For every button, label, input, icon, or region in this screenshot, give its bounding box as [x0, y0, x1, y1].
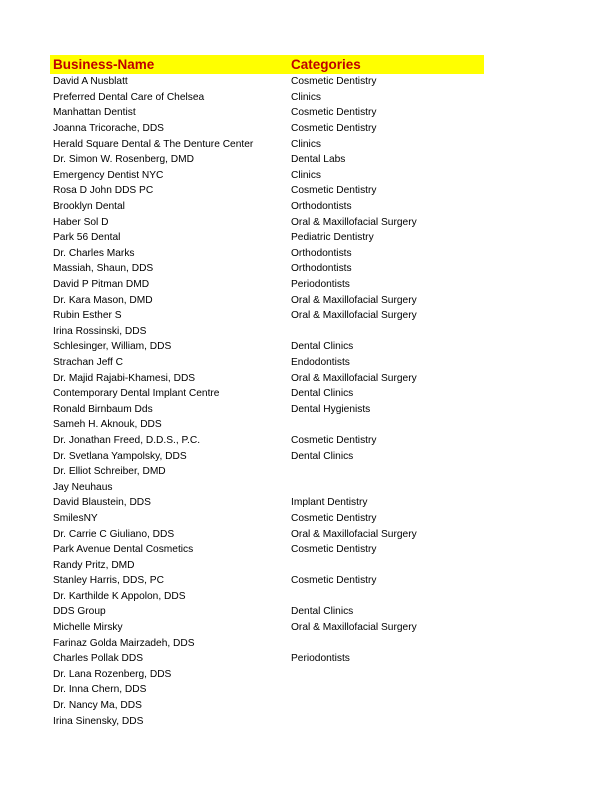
- category-cell: Dental Clinics: [291, 388, 354, 400]
- category-cell: Oral & Maxillofacial Surgery: [291, 310, 417, 322]
- business-name-cell: Emergency Dentist NYC: [53, 169, 164, 181]
- category-cell: Implant Dentistry: [291, 497, 368, 509]
- category-cell: Pediatric Dentistry: [291, 232, 374, 244]
- business-name-cell: Irina Sinensky, DDS: [53, 715, 144, 727]
- category-cell: Clinics: [291, 91, 322, 103]
- business-name-cell: Preferred Dental Care of Chelsea: [53, 91, 205, 103]
- table-row: [50, 214, 484, 230]
- business-name-cell: Massiah, Shaun, DDS: [53, 263, 154, 275]
- table-row: [50, 682, 484, 698]
- table-row: [50, 152, 484, 168]
- table-row: [50, 448, 484, 464]
- table-row: [50, 292, 484, 308]
- business-name-cell: Brooklyn Dental: [53, 201, 125, 213]
- table-row: [50, 604, 484, 620]
- business-name-cell: Park Avenue Dental Cosmetics: [53, 544, 194, 556]
- business-name-cell: SmilesNY: [53, 512, 98, 524]
- business-name-cell: David A Nusblatt: [53, 76, 128, 88]
- table-row: [50, 339, 484, 355]
- table-row: [50, 495, 484, 511]
- category-cell: Oral & Maxillofacial Surgery: [291, 294, 417, 306]
- business-name-cell: Park 56 Dental: [53, 232, 121, 244]
- business-name-cell: Stanley Harris, DDS, PC: [53, 575, 164, 587]
- header-business-name: Business-Name: [53, 57, 155, 72]
- table-row: [50, 698, 484, 714]
- business-name-cell: Dr. Carrie C Giuliano, DDS: [53, 528, 175, 540]
- category-cell: Clinics: [291, 138, 322, 150]
- business-name-cell: Dr. Kara Mason, DMD: [53, 294, 153, 306]
- table-row: [50, 433, 484, 449]
- table-row: [50, 183, 484, 199]
- table-row: [50, 105, 484, 121]
- business-name-cell: Schlesinger, William, DDS: [53, 341, 172, 353]
- table-row: [50, 713, 484, 729]
- category-cell: Cosmetic Dentistry: [291, 512, 377, 524]
- category-cell: Oral & Maxillofacial Surgery: [291, 528, 417, 540]
- category-cell: Periodontists: [291, 279, 350, 291]
- table-row: [50, 589, 484, 605]
- business-name-cell: Haber Sol D: [53, 216, 109, 228]
- table-row: [50, 199, 484, 215]
- category-cell: Periodontists: [291, 653, 350, 665]
- business-name-cell: Ronald Birnbaum Dds: [53, 403, 153, 415]
- category-cell: Cosmetic Dentistry: [291, 544, 377, 556]
- category-cell: Cosmetic Dentistry: [291, 76, 377, 88]
- table-row: [50, 121, 484, 137]
- business-name-cell: DDS Group: [53, 606, 106, 618]
- business-name-cell: Charles Pollak DDS: [53, 653, 144, 665]
- business-name-cell: Dr. Simon W. Rosenberg, DMD: [53, 154, 194, 166]
- table-row: [50, 74, 484, 90]
- table-row: [50, 667, 484, 683]
- category-cell: Oral & Maxillofacial Surgery: [291, 372, 417, 384]
- business-name-cell: Michelle Mirsky: [53, 622, 123, 634]
- business-name-cell: Dr. Nancy Ma, DDS: [53, 700, 142, 712]
- category-cell: Orthodontists: [291, 201, 352, 213]
- business-name-cell: Farinaz Golda Mairzadeh, DDS: [53, 637, 195, 649]
- table-row: [50, 246, 484, 262]
- business-name-cell: Rosa D John DDS PC: [53, 185, 154, 197]
- table-row: [50, 90, 484, 106]
- category-cell: Cosmetic Dentistry: [291, 123, 377, 135]
- category-cell: Dental Hygienists: [291, 403, 371, 415]
- table-row: [50, 479, 484, 495]
- business-name-cell: Dr. Svetlana Yampolsky, DDS: [53, 450, 187, 462]
- table-row: [50, 542, 484, 558]
- category-cell: Dental Labs: [291, 154, 346, 166]
- table-row: [50, 635, 484, 651]
- category-cell: Cosmetic Dentistry: [291, 575, 377, 587]
- business-name-cell: Manhattan Dentist: [53, 107, 136, 119]
- category-cell: Orthodontists: [291, 263, 352, 275]
- table-row: [50, 230, 484, 246]
- business-name-cell: Dr. Lana Rozenberg, DDS: [53, 668, 172, 680]
- table-row: [50, 620, 484, 636]
- category-cell: Cosmetic Dentistry: [291, 107, 377, 119]
- business-name-cell: David Blaustein, DDS: [53, 497, 151, 509]
- table-row: [50, 464, 484, 480]
- category-cell: Cosmetic Dentistry: [291, 185, 377, 197]
- table-row: [50, 261, 484, 277]
- table-row: [50, 573, 484, 589]
- table-row: [50, 651, 484, 667]
- table-row: [50, 370, 484, 386]
- table-row: [50, 526, 484, 542]
- table-row: [50, 277, 484, 293]
- header-categories: Categories: [291, 57, 361, 72]
- business-name-cell: Dr. Karthilde K Appolon, DDS: [53, 590, 186, 602]
- business-name-cell: Randy Pritz, DMD: [53, 559, 135, 571]
- business-name-cell: David P Pitman DMD: [53, 279, 150, 291]
- business-name-cell: Herald Square Dental & The Denture Center: [53, 138, 254, 150]
- category-cell: Dental Clinics: [291, 341, 354, 353]
- business-name-cell: Contemporary Dental Implant Centre: [53, 388, 220, 400]
- table-row: [50, 417, 484, 433]
- business-name-cell: Sameh H. Aknouk, DDS: [53, 419, 162, 431]
- table-row: [50, 168, 484, 184]
- table-row: [50, 511, 484, 527]
- category-cell: Orthodontists: [291, 247, 352, 259]
- category-cell: Endodontists: [291, 356, 350, 368]
- table-row: [50, 386, 484, 402]
- table-row: [50, 308, 484, 324]
- table-row: [50, 324, 484, 340]
- category-cell: Cosmetic Dentistry: [291, 434, 377, 446]
- table-row: [50, 401, 484, 417]
- business-name-cell: Dr. Jonathan Freed, D.D.S., P.C.: [53, 434, 201, 446]
- category-cell: Dental Clinics: [291, 606, 354, 618]
- table-body: [50, 74, 484, 729]
- business-name-cell: Jay Neuhaus: [53, 481, 113, 493]
- category-cell: Oral & Maxillofacial Surgery: [291, 216, 417, 228]
- category-cell: Oral & Maxillofacial Surgery: [291, 622, 417, 634]
- header-row: [50, 55, 484, 74]
- business-name-cell: Dr. Elliot Schreiber, DMD: [53, 466, 166, 478]
- spreadsheet-table: [50, 55, 484, 729]
- business-name-cell: Strachan Jeff C: [53, 356, 124, 368]
- category-cell: Dental Clinics: [291, 450, 354, 462]
- business-name-cell: Rubin Esther S: [53, 310, 122, 322]
- business-name-cell: Joanna Tricorache, DDS: [53, 123, 164, 135]
- business-name-cell: Dr. Majid Rajabi-Khamesi, DDS: [53, 372, 196, 384]
- business-name-cell: Dr. Charles Marks: [53, 247, 135, 259]
- table-row: [50, 557, 484, 573]
- business-name-cell: Irina Rossinski, DDS: [53, 325, 147, 337]
- category-cell: Clinics: [291, 169, 322, 181]
- business-name-cell: Dr. Inna Chern, DDS: [53, 684, 147, 696]
- table-row: [50, 355, 484, 371]
- table-row: [50, 136, 484, 152]
